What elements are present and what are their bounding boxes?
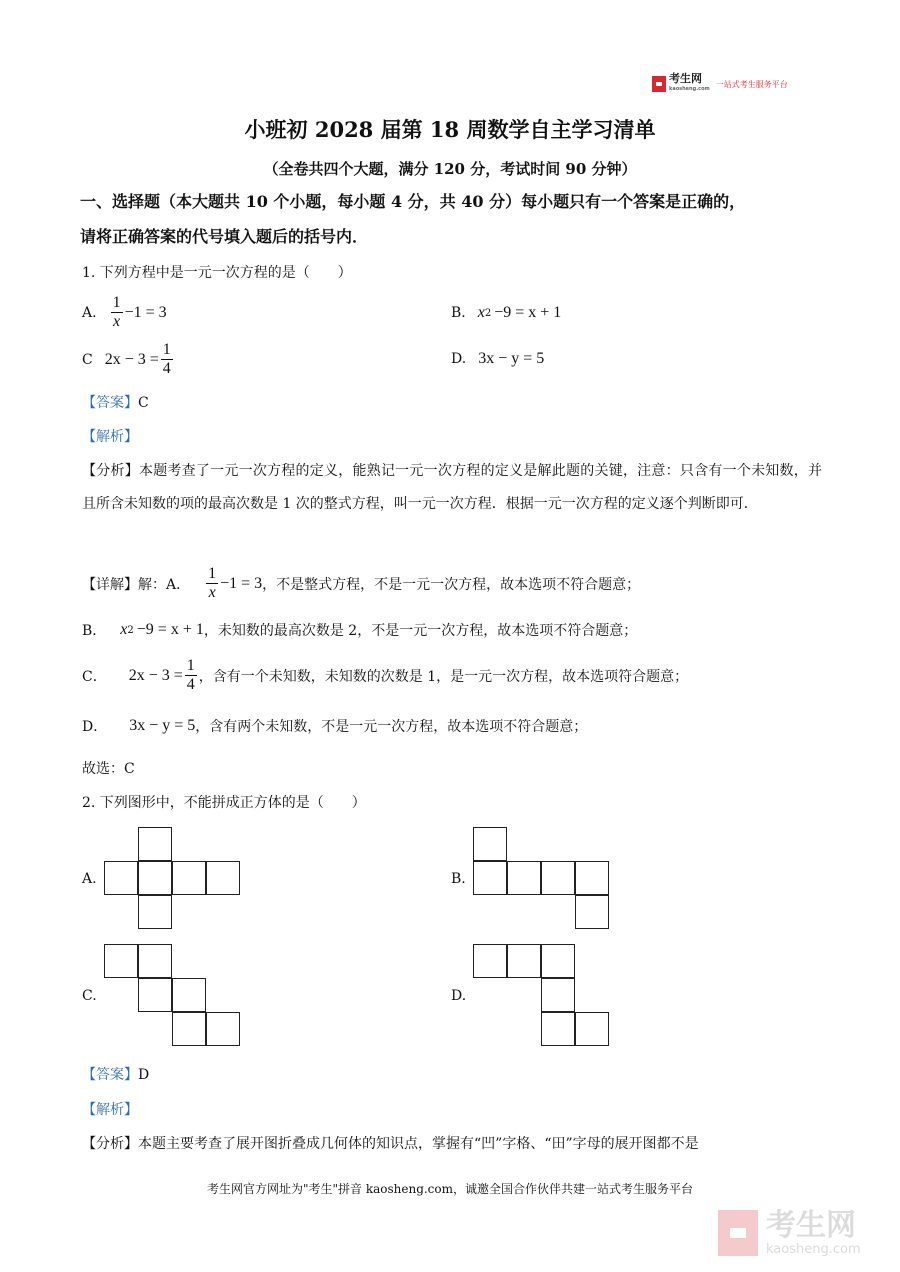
logo-slogan: 一站式考生服务平台 — [715, 79, 788, 89]
logo-domain: kaosheng.com — [669, 86, 710, 92]
net-cell — [138, 861, 172, 895]
net-cell — [541, 861, 575, 895]
fenxi-tag: 【分析】 — [82, 1136, 138, 1152]
net-cell — [473, 944, 507, 978]
net-cell — [575, 895, 609, 929]
q2-option-b-net — [473, 827, 612, 931]
page-subtitle: （全卷共四个大题，满分 120 分，考试时间 90 分钟） — [263, 160, 637, 178]
numerator: 1 — [112, 294, 121, 311]
fraction — [185, 657, 197, 694]
header-logo — [652, 72, 822, 96]
watermark-text — [766, 1207, 861, 1257]
page-footer: 考生网官方网址为"考生"拼音 kaosheng.com，诚邀全国合作伙伴共建一站式考生服务平台 — [206, 1182, 694, 1196]
net-cell — [575, 861, 609, 895]
net-cell — [541, 944, 575, 978]
logo-name: 考生网 — [669, 72, 702, 85]
net-cell — [507, 861, 541, 895]
detail-text: ，含有两个未知数，不是一元一次方程，故本选项不符合题意； — [195, 719, 588, 735]
detail-text: ，不是整式方程，不是一元一次方程，故本选项不符合题意； — [262, 576, 641, 593]
q1-detail-a — [82, 565, 640, 602]
expression: −9 = x + 1 — [494, 304, 562, 321]
net-cell — [138, 944, 172, 978]
answer-value: D — [138, 1067, 150, 1083]
net-cell — [541, 978, 575, 1012]
q2-option-c-net — [104, 944, 243, 1048]
expression: −1 = 3 — [220, 574, 263, 592]
q1-conclusion: 故选：C — [82, 761, 135, 777]
q2-fenxi — [82, 1127, 822, 1161]
fraction — [111, 294, 123, 331]
option-label: C — [82, 351, 93, 368]
logo-brand — [669, 74, 710, 94]
q1-analysis-tag: 【解析】 — [82, 429, 138, 445]
fraction — [161, 341, 173, 378]
q2-option-d-net — [473, 944, 612, 1048]
net-cell — [172, 978, 206, 1012]
q1-option-d — [451, 350, 544, 368]
detail-text: ，含有一个未知数，未知数的次数是 1，是一元一次方程，故本选项符合题意； — [198, 668, 689, 685]
q1-option-b — [451, 304, 561, 322]
denominator: 4 — [162, 360, 171, 377]
expression: 3x − y = 5 — [129, 717, 196, 734]
answer-tag: 【答案】 — [82, 395, 138, 411]
q1-detail-c — [82, 657, 688, 694]
expression: −1 = 3 — [124, 303, 167, 321]
section-heading-line2: 请将正确答案的代号填入题后的括号内． — [80, 227, 369, 246]
net-cell — [473, 861, 507, 895]
logo-icon — [652, 76, 666, 92]
option-label: B. — [451, 305, 466, 321]
net-cell — [104, 861, 138, 895]
watermark-domain: kaosheng.com — [766, 1241, 861, 1257]
section-heading-line1: 一、选择题（本大题共 10 个小题，每小题 4 分，共 40 分）每小题只有一个答案是正确的， — [80, 192, 746, 211]
fraction — [206, 565, 218, 602]
denominator: x — [113, 313, 121, 330]
net-cell — [138, 895, 172, 929]
detail-label: D． — [82, 719, 108, 735]
q2-stem: 2. 下列图形中，不能拼成正方体的是（ ） — [82, 795, 366, 811]
net-cell — [172, 861, 206, 895]
detail-label: C． — [82, 668, 107, 685]
q1-option-a — [82, 294, 167, 331]
expression: 3x − y = 5 — [478, 350, 545, 367]
q1-answer — [82, 386, 822, 420]
watermark — [718, 1205, 888, 1261]
expression-base: x — [477, 304, 485, 321]
fenxi-text: 本题主要考查了展开图折叠成几何体的知识点，掌握有“凹”字格、“田”字母的展开图都不是 — [138, 1136, 699, 1152]
q2-option-d-label: D. — [451, 988, 467, 1004]
exponent: 2 — [127, 624, 134, 636]
q2-option-a-label: A. — [82, 871, 97, 887]
q2-analysis-tag: 【解析】 — [82, 1102, 138, 1118]
net-cell — [541, 1012, 575, 1046]
net-cell — [206, 1012, 240, 1046]
expression: −9 = x + 1 — [136, 621, 204, 638]
denominator: 4 — [186, 676, 195, 693]
q1-detail-b — [82, 620, 637, 640]
answer-tag: 【答案】 — [82, 1067, 138, 1083]
q2-answer — [82, 1058, 822, 1092]
watermark-name: 考生网 — [766, 1207, 856, 1243]
expression: 2x − 3 = — [128, 666, 183, 684]
fenxi-text: 本题考查了一元一次方程的定义，能熟记一元一次方程的定义是解此题的关键，注意：只含有一个未知数，并且所含未知数的项的最高次数是 1 次的整式方程，叫一元一次方程．根据一元一次方程的定义逐个判断即可． — [82, 463, 823, 512]
q1-fenxi — [82, 455, 822, 521]
detail-text: ，未知数的最高次数是 2，不是一元一次方程，故本选项不符合题意； — [203, 623, 638, 639]
exponent: 2 — [484, 307, 492, 319]
numerator: 1 — [162, 341, 171, 358]
watermark-logo-icon — [718, 1210, 758, 1256]
q1-detail-d — [82, 716, 587, 736]
net-cell — [172, 1012, 206, 1046]
q2-option-a-net — [104, 827, 243, 931]
net-cell — [206, 861, 240, 895]
detail-label: B． — [82, 623, 107, 639]
page-title: 小班初 2028 届第 18 周数学自主学习清单 — [244, 117, 656, 142]
q1-stem: 1. 下列方程中是一元一次方程的是（ ） — [82, 265, 352, 281]
net-cell — [507, 944, 541, 978]
q2-option-b-label: B. — [451, 871, 466, 887]
net-cell — [138, 827, 172, 861]
numerator: 1 — [186, 657, 195, 674]
q1-option-c — [82, 341, 175, 378]
detail-tag: 【详解】 — [82, 576, 138, 593]
fenxi-tag: 【分析】 — [82, 463, 139, 479]
net-cell — [473, 827, 507, 861]
q2-option-c-label: C. — [82, 988, 97, 1004]
answer-value: C — [138, 395, 149, 411]
expression: 2x − 3 = — [104, 350, 159, 368]
numerator: 1 — [208, 565, 217, 582]
denominator: x — [208, 584, 216, 601]
net-cell — [575, 1012, 609, 1046]
option-label: D. — [451, 351, 467, 367]
option-label: A. — [82, 304, 97, 321]
detail-lead: 解：A． — [138, 576, 191, 593]
net-cell — [104, 944, 138, 978]
net-cell — [138, 978, 172, 1012]
expression-base: x — [120, 621, 128, 638]
